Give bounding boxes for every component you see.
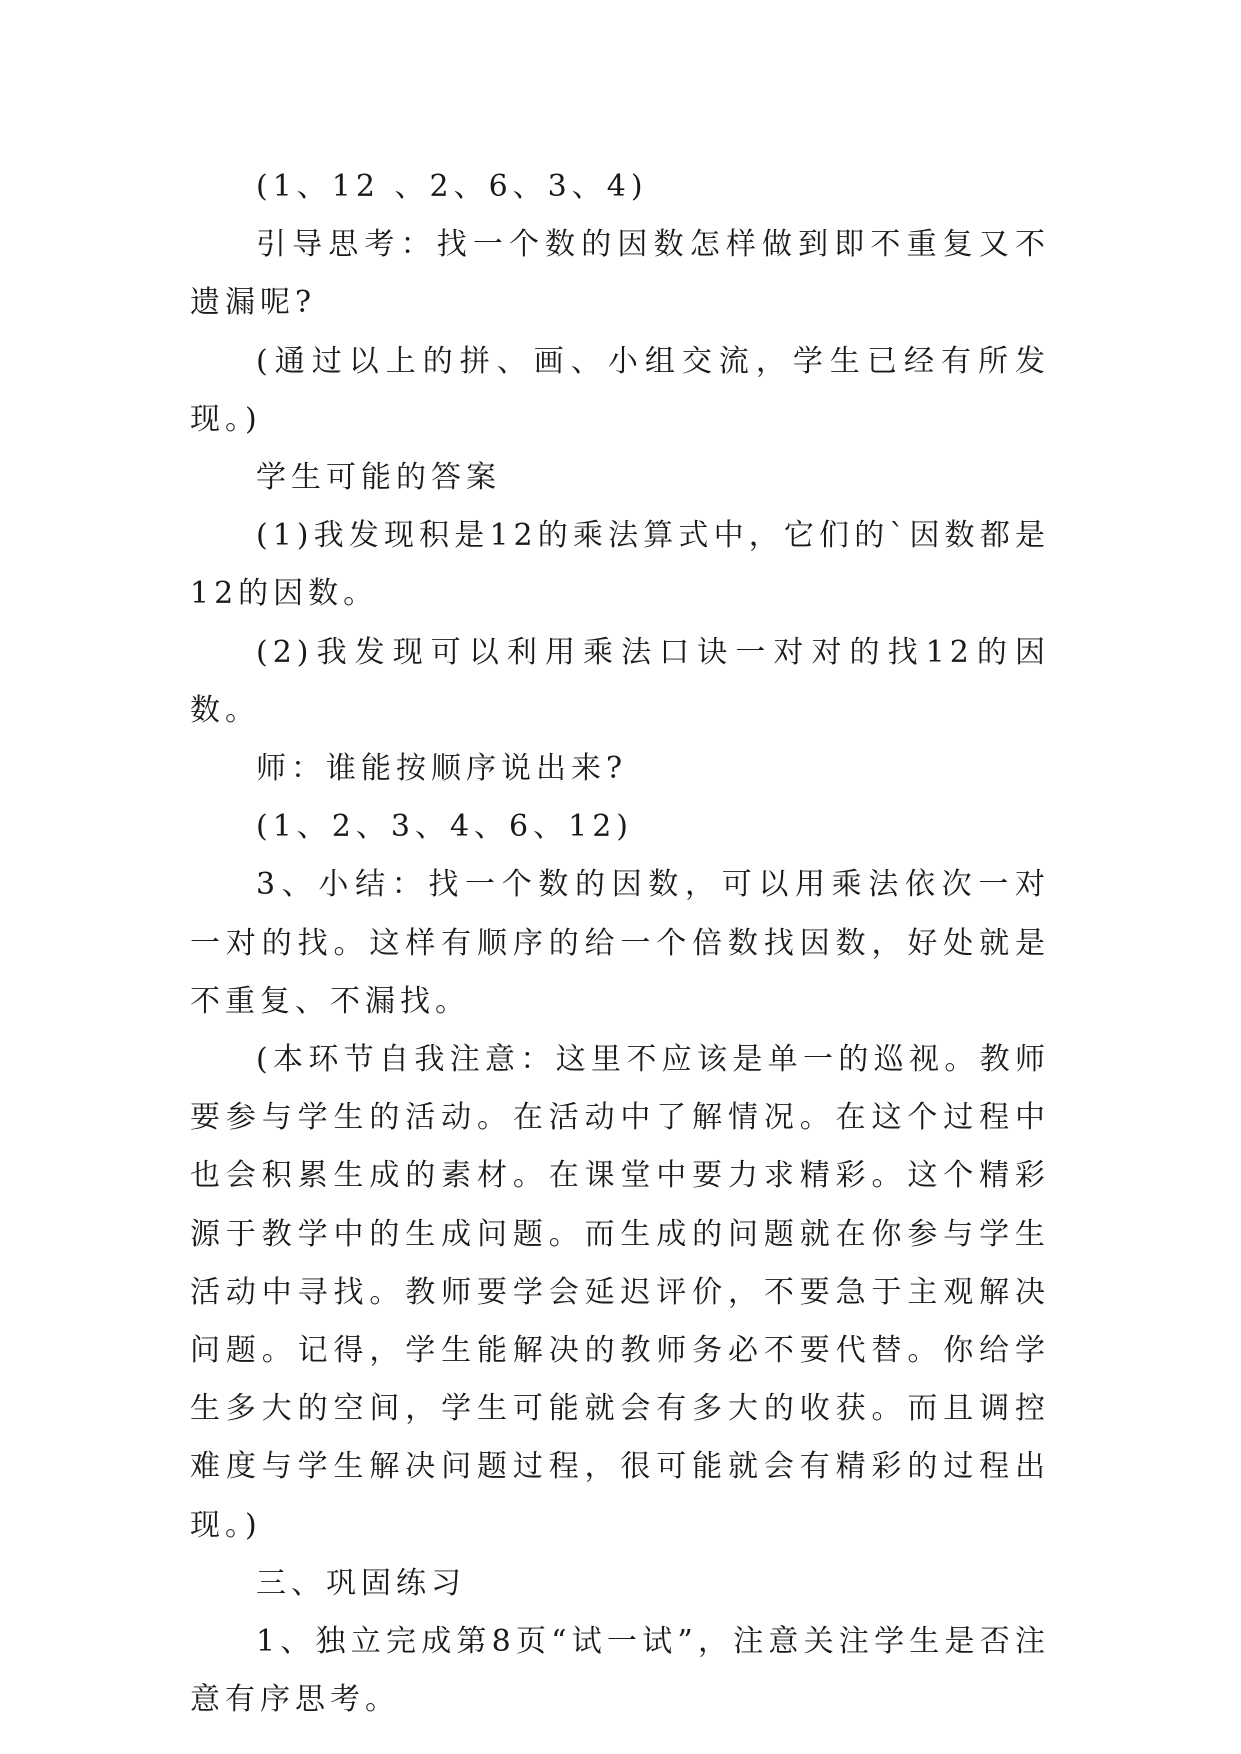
paragraph-discovery-note: (通过以上的拼、画、小组交流，学生已经有所发现。) — [190, 343, 1050, 437]
section-heading-consolidation-practice: 三、巩固练习 — [256, 1565, 466, 1601]
paragraph-answer-2: (2)我发现可以利用乘法口诀一对对的找12的因数。 — [190, 634, 1050, 728]
paragraph-summary: 3、小结：找一个数的因数，可以用乘法依次一对一对的找。这样有顺序的给一个倍数找因数，好处就是不重复、不漏找。 — [190, 867, 1050, 1019]
paragraph-possible-answers-heading: 学生可能的答案 — [256, 460, 501, 496]
document-body — [190, 158, 1050, 1729]
paragraph-answer-1: (1)我发现积是12的乘法算式中，它们的`因数都是12的因数。 — [190, 518, 1050, 612]
paragraph-factors-list-ordered: (1、2、3、4、6、12) — [256, 809, 634, 845]
paragraph-factors-list-unordered: (1、12 、2、6、3、4) — [256, 169, 648, 204]
paragraph-exercise-1: 1、独立完成第8页“试一试”，注意关注学生是否注意有序思考。 — [190, 1624, 1050, 1718]
paragraph-guided-thinking: 引导思考：找一个数的因数怎样做到即不重复又不遗漏呢? — [190, 227, 1050, 321]
paragraph-teacher-question: 师：谁能按顺序说出来? — [256, 751, 628, 787]
paragraph-self-reflection-note: (本环节自我注意：这里不应该是单一的巡视。教师要参与学生的活动。在活动中了解情况。在这个过程中也会积累生成的素材。在课堂中要力求精彩。这个精彩源于教学中的生成问题。而生成的问题就在你参与学生活动中寻找。教师要学会延迟评价，不要急于主观解决问题。记得，学生能解决的教师务必不要代替。你给学生多大的空间，学生可能就会有多大的收获。而且调控难度与学生解决问题过程，很可能就会有精彩的过程出现。) — [190, 1042, 1050, 1543]
